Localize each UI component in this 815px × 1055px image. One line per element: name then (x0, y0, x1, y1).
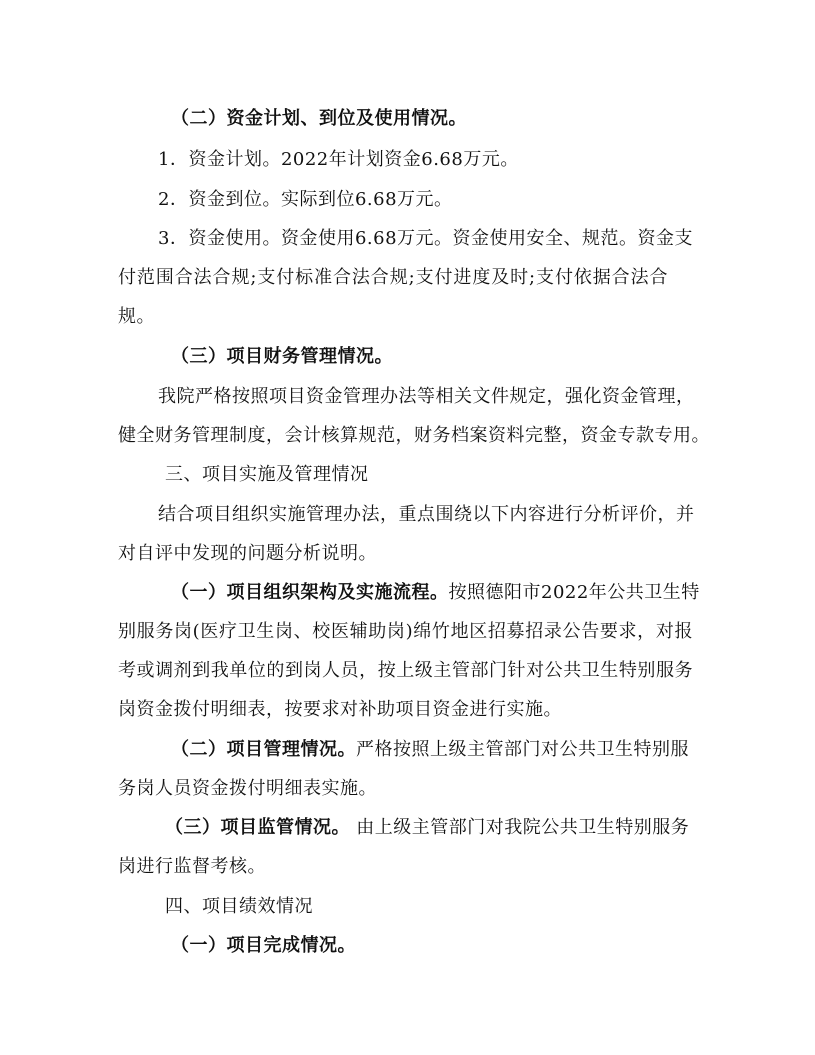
org-structure-paragraph-line4: 岗资金拨付明细表，按要求对补助项目资金进行实施。 (118, 699, 562, 720)
finance-paragraph-line2: 健全财务管理制度，会计核算规范，财务档案资料完整，资金专款专用。 (118, 425, 710, 446)
org-structure-paragraph-line1 (171, 582, 700, 604)
section-heading-funds: （二）资金计划、到位及使用情况。 (171, 108, 467, 129)
item-funds-plan: 1．资金计划。2022年计划资金6.68万元。 (158, 149, 519, 170)
org-structure-paragraph-line2: 别服务岗(医疗卫生岗、校医辅助岗)绵竹地区招募招录公告要求，对报 (118, 621, 693, 642)
section-heading-finance: （三）项目财务管理情况。 (171, 346, 393, 367)
finance-paragraph-line1: 我院严格按照项目资金管理办法等相关文件规定，强化资金管理， (158, 386, 695, 407)
part-heading-performance: 四、项目绩效情况 (165, 896, 313, 917)
supervision-heading: （三）项目监管情况。 (165, 817, 350, 838)
org-structure-text: 按照德阳市2022年公共卫生特 (448, 582, 700, 603)
item-funds-usage-line2: 付范围合法合规;支付标准合法合规;支付进度及时;支付依据合法合 (118, 267, 668, 288)
supervision-paragraph-line1 (165, 817, 689, 839)
item-funds-arrival: 2．资金到位。实际到位6.68万元。 (158, 189, 453, 210)
part-heading-implementation: 三、项目实施及管理情况 (165, 464, 369, 485)
implementation-paragraph-line2: 对自评中发现的问题分析说明。 (118, 543, 377, 564)
supervision-paragraph-line2: 岗进行监督考核。 (118, 856, 266, 877)
section-heading-completion: （一）项目完成情况。 (171, 935, 356, 956)
management-heading: （二）项目管理情况。 (171, 739, 356, 760)
management-paragraph-line1 (171, 739, 689, 761)
supervision-text: 由上级主管部门对我院公共卫生特别服务 (350, 817, 690, 838)
management-paragraph-line2: 务岗人员资金拨付明细表实施。 (118, 778, 377, 799)
item-funds-usage-line3: 规。 (118, 306, 155, 327)
item-funds-usage-line1: 3．资金使用。资金使用6.68万元。资金使用安全、规范。资金支 (158, 228, 694, 249)
org-structure-heading: （一）项目组织架构及实施流程。 (171, 582, 449, 603)
org-structure-paragraph-line3: 考或调剂到我单位的到岗人员，按上级主管部门针对公共卫生特别服务 (118, 660, 693, 681)
implementation-paragraph-line1: 结合项目组织实施管理办法，重点围绕以下内容进行分析评价，并 (158, 504, 695, 525)
management-text: 严格按照上级主管部门对公共卫生特别服 (356, 739, 689, 760)
